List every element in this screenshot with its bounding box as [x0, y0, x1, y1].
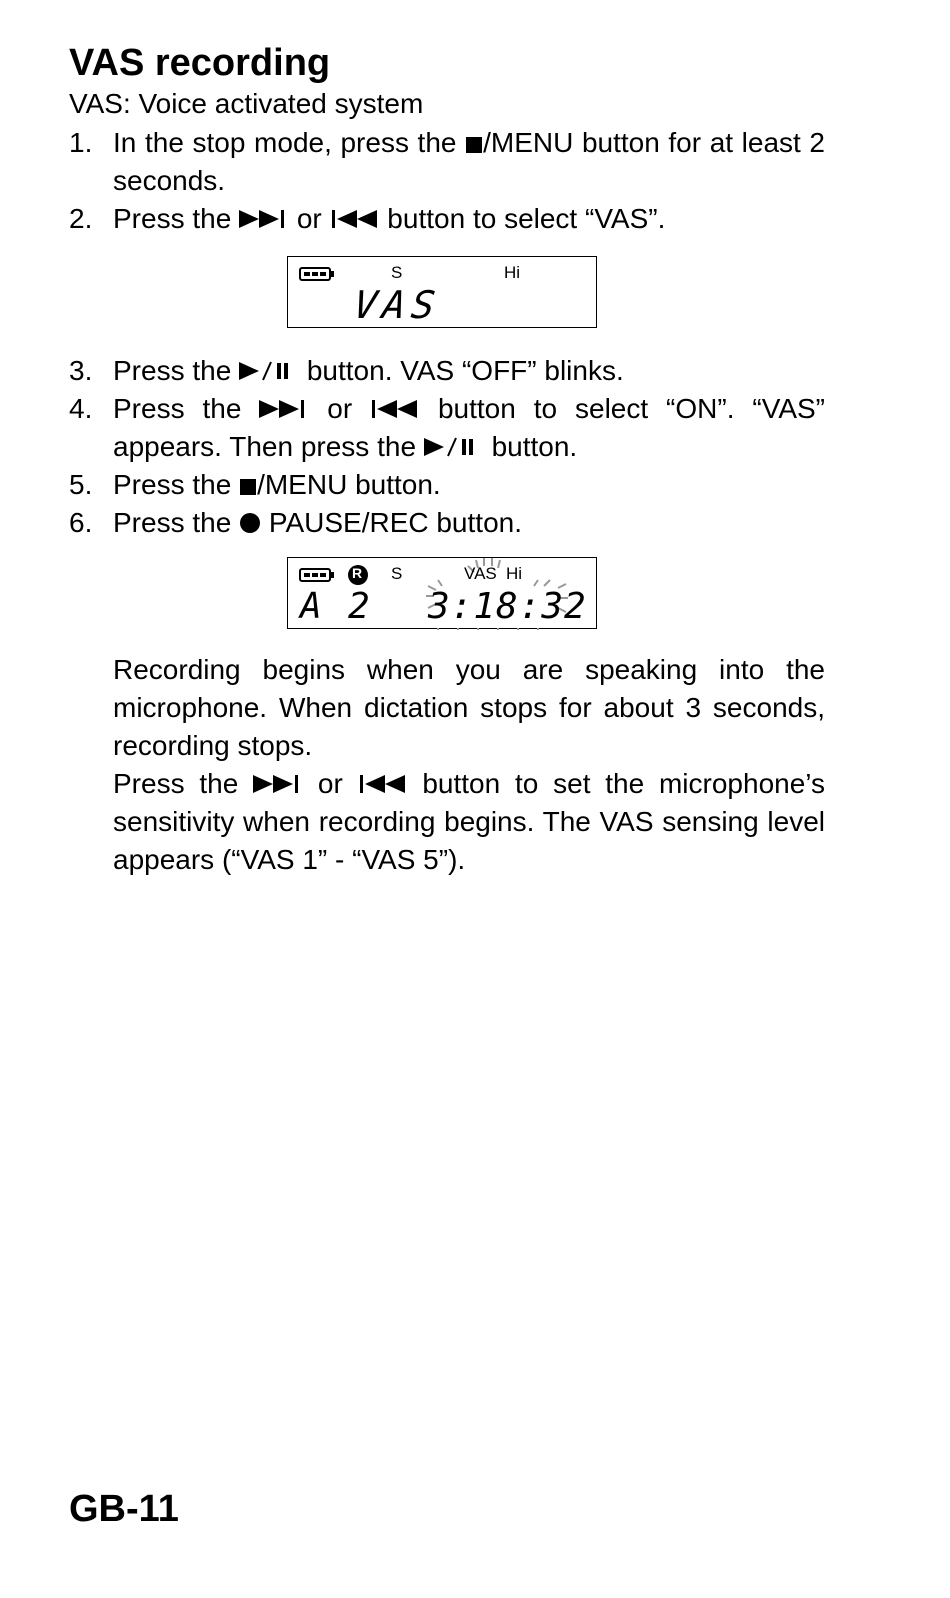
lcd-display-vas-menu	[287, 256, 597, 328]
note-recording-begins: Recording begins when you are speaking into the microphone. When dictation stops for about 3 seconds, recording stops.	[113, 654, 825, 761]
lcd-file-number: 2	[348, 586, 370, 627]
battery-icon	[300, 569, 334, 581]
lcd-recording-time: 3:18:32	[428, 586, 587, 627]
fast-forward-icon	[239, 208, 289, 230]
lcd-display-recording	[287, 557, 597, 629]
lcd-s-indicator: S	[391, 263, 403, 282]
lcd-s-indicator: S	[391, 564, 403, 583]
record-icon	[239, 512, 261, 534]
lcd-vas-indicator: VAS	[464, 564, 497, 583]
lcd-record-letter: R	[352, 565, 363, 581]
step-number: 6.	[69, 507, 93, 538]
fast-forward-icon	[259, 398, 309, 420]
step-6: 6. Press the PAUSE/REC button.	[69, 504, 825, 542]
note-sensitivity: Press the or button to set the microphone’s sensitivity when recording begins. The VAS sensing level appears (“VAS 1” - “VAS 5”).	[113, 768, 825, 875]
subtitle: VAS: Voice activated system	[69, 88, 424, 119]
fast-forward-icon	[253, 773, 303, 795]
step-number: 4.	[69, 393, 93, 424]
lcd-folder: A	[300, 586, 322, 627]
step-number: 5.	[69, 469, 93, 500]
page-number: GB-11	[69, 1488, 179, 1530]
step-1: 1. In the stop mode, press the /MENU button for at least 2 seconds.	[69, 124, 825, 200]
rewind-icon	[358, 773, 408, 795]
step-3: 3. Press the button. VAS “OFF” blinks.	[69, 352, 825, 390]
step-4: 4. Press the or button to select “ON”. “VAS” appears. Then press the button.	[69, 390, 825, 466]
lcd-graphics	[288, 257, 598, 329]
lcd-hi-indicator: Hi	[504, 263, 521, 282]
play-pause-icon	[239, 360, 299, 382]
battery-icon	[300, 268, 334, 280]
rewind-icon	[330, 208, 380, 230]
lcd-hi-indicator: Hi	[506, 564, 523, 583]
step-number: 3.	[69, 355, 93, 386]
page-title: VAS recording	[69, 42, 331, 84]
manual-page	[69, 40, 825, 879]
step-2: 2. Press the or button to select “VAS”.	[69, 200, 825, 238]
lcd-main-text: VAS	[350, 283, 444, 327]
stop-icon	[239, 476, 257, 496]
stop-icon	[465, 134, 483, 154]
step-5: 5. Press the /MENU button.	[69, 466, 825, 504]
step-number: 2.	[69, 203, 93, 234]
rewind-icon	[370, 398, 420, 420]
play-pause-icon	[424, 436, 484, 458]
step-number: 1.	[69, 127, 93, 158]
